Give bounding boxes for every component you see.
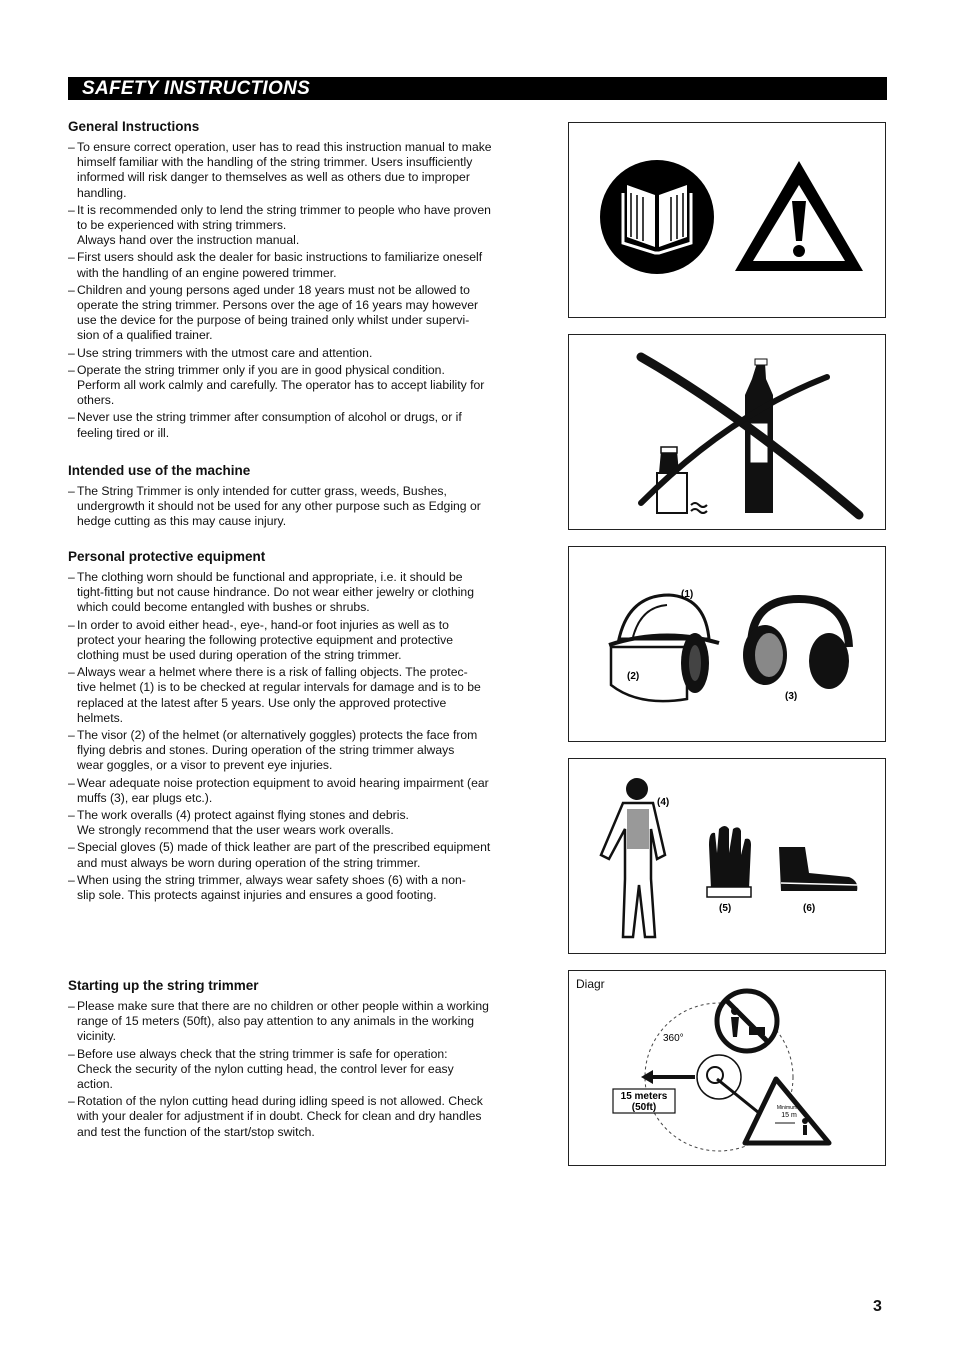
list-item-line: wear goggles, or a visor to prevent eye injuries. (77, 758, 333, 773)
list-item-line: hedge cutting as this may cause injury. (77, 514, 287, 529)
list-item-line: undergrowth it should not be used for any other purpose such as Edging or (77, 499, 481, 514)
list-item-line: Perform all work calmly and carefully. The operator has to accept liability for (77, 378, 485, 393)
list-item-line: range of 15 meters (50ft), also pay attention to any animals in the working (77, 1014, 474, 1029)
angle-label: 360° (663, 1033, 684, 1044)
helmet-icon (609, 589, 719, 701)
book-icon (600, 160, 714, 274)
list-item-line: – In order to avoid either head-, eye-, hand-or foot injuries as well as to (77, 617, 449, 632)
list-item (68, 728, 528, 774)
minimum-label: Minimum (776, 1105, 798, 1111)
section-heading: Personal protective equipment (68, 549, 266, 564)
minimum-value: 15 m (781, 1112, 797, 1119)
list-item-line: – The String Trimmer is only intended for cutter grass, weeds, Bushes, (77, 484, 447, 498)
list-item (68, 363, 528, 409)
list-item-line: – The work overalls (4) protect against flying stones and debris. (77, 808, 409, 823)
list-item-line: – When using the string trimmer, always wear safety shoes (6) with a non- (77, 872, 466, 887)
list-item-line: to be experienced with string trimmers. (77, 218, 287, 233)
distance-label-meters: 15 meters (620, 1091, 668, 1102)
list-item-line: vicinity. (77, 1029, 117, 1044)
list-item-line: – The visor (2) of the helmet (or alternatively goggles) protects the face from (77, 728, 478, 743)
list-item-line: himself familiar with the handling of the string trimmer. Users insufficiently (77, 155, 473, 170)
list-item (68, 570, 528, 616)
list-item (68, 250, 528, 280)
list-item-line: – The clothing worn should be functional and appropriate, i.e. it should be (77, 570, 463, 584)
list-item (68, 283, 528, 344)
warning-triangle-icon (735, 161, 863, 271)
glove-icon (707, 826, 751, 914)
list-item (68, 203, 528, 249)
list-item (68, 1094, 528, 1140)
bullet-list (68, 570, 528, 903)
label-overalls: (4) (657, 797, 670, 808)
list-item-line: with your dealer for adjustment if in doubt. Check for clean and dry handles (77, 1109, 482, 1124)
list-item-line: and test the function of the start/stop switch. (77, 1124, 315, 1139)
list-item-line: flying debris and stones. During operation of the string trimmer always (77, 743, 455, 758)
list-item-line: feeling tired or ill. (77, 425, 170, 440)
list-item-line: Always hand over the instruction manual. (77, 233, 300, 248)
page-title: SAFETY INSTRUCTIONS (82, 78, 311, 99)
list-item-line: – Wear adequate noise protection equipment to avoid hearing impairment (ear (77, 775, 489, 790)
list-item (68, 346, 528, 361)
bullet-list (68, 999, 528, 1140)
label-visor: (2) (627, 671, 640, 682)
no-alcohol-icon (641, 357, 859, 515)
list-item-line: operate the string trimmer. Persons over the age of 16 years may however (77, 298, 479, 313)
list-item-line: with the handling of an engine powered trimmer. (77, 265, 337, 280)
list-item (68, 873, 528, 903)
section-intended-use (68, 463, 528, 532)
list-item-line: tight-fitting but not cause hindrance. Do not wear either jewelry or clothing (77, 585, 474, 600)
list-item (68, 776, 528, 806)
figure-safety-distance (568, 970, 886, 1166)
list-item (68, 484, 528, 530)
list-item-line: and must always be worn during operation of the string trimmer. (77, 855, 421, 870)
list-item-line: – Operate the string trimmer only if you are in good physical condition. (77, 362, 445, 377)
list-item-line: use the device for the purpose of being trained only whilst under supervi- (77, 313, 470, 328)
list-item-line: protect your hearing the following protective equipment and protective (77, 632, 454, 647)
list-item-line: – Children and young persons aged under 18 years must not be allowed to (77, 282, 470, 297)
no-people-icon (717, 991, 777, 1051)
bullet-list (68, 484, 528, 530)
list-item (68, 665, 528, 726)
list-item-line: – Never use the string trimmer after consumption of alcohol or drugs, or if (77, 410, 462, 425)
list-item-line: tive helmet (1) is to be checked at regular intervals for damage and is to be (77, 680, 481, 695)
list-item-line: We strongly recommend that the user wears work overalls. (77, 823, 394, 838)
label-earmuffs: (3) (785, 691, 798, 702)
list-item-line: – To ensure correct operation, user has to read this instruction manual to make (77, 140, 492, 154)
section-starting-up (68, 978, 528, 1142)
section-heading: Intended use of the machine (68, 463, 251, 478)
list-item-line: helmets. (77, 710, 124, 725)
figure-read-manual (568, 122, 886, 318)
list-item-line: which could become entangled with bushes or shrubs. (77, 600, 370, 615)
list-item (68, 410, 528, 440)
list-item (68, 999, 528, 1045)
figure-helmet-earmuffs (568, 546, 886, 742)
list-item-line: – Please make sure that there are no children or other people within a working (77, 999, 489, 1013)
list-item-line: – Rotation of the nylon cutting head during idling speed is not allowed. Check (77, 1094, 483, 1109)
list-item (68, 808, 528, 838)
section-general (68, 119, 528, 443)
bullet-list (68, 140, 528, 441)
list-item (68, 1047, 528, 1093)
list-item-line: – Use string trimmers with the utmost care and attention. (77, 345, 373, 360)
label-helmet: (1) (681, 589, 694, 600)
list-item-line: – Always wear a helmet where there is a risk of falling objects. The protec- (77, 665, 468, 680)
list-item-line: informed will risk danger to themselves as well as others due to improper (77, 170, 470, 185)
list-item-line: others. (77, 393, 115, 408)
figure-clothing (568, 758, 886, 954)
boot-icon (779, 847, 857, 914)
list-item-line: – It is recommended only to lend the string trimmer to people who have proven (77, 202, 491, 217)
list-item-line: action. (77, 1077, 113, 1092)
list-item-line: sion of a qualified trainer. (77, 328, 213, 343)
list-item-line: – Before use always check that the string trimmer is safe for operation: (77, 1046, 448, 1061)
distance-label-feet: (50ft) (631, 1102, 657, 1113)
list-item-line: Check the security of the nylon cutting head, the control lever for easy (77, 1061, 454, 1076)
overalls-icon (601, 778, 669, 937)
section-heading: Starting up the string trimmer (68, 978, 259, 993)
section-heading: General Instructions (68, 119, 200, 134)
section-banner (68, 77, 887, 100)
list-item-line: slip sole. This protects against injuries and ensures a good footing. (77, 888, 437, 903)
list-item-line: – Special gloves (5) made of thick leather are part of the prescribed equipment (77, 840, 491, 855)
diagram-label: Diagr (576, 977, 605, 991)
section-ppe (68, 549, 528, 905)
page-number: 3 (873, 1298, 882, 1315)
list-item-line: handling. (77, 185, 127, 200)
earmuffs-icon (743, 599, 849, 702)
list-item-line: – First users should ask the dealer for basic instructions to familiarize oneself (77, 250, 483, 265)
list-item (68, 140, 528, 201)
list-item (68, 618, 528, 664)
label-shoes: (6) (803, 903, 816, 914)
list-item (68, 840, 528, 870)
label-gloves: (5) (719, 903, 732, 914)
figure-no-alcohol (568, 334, 886, 530)
list-item-line: muffs (3), ear plugs etc.). (77, 790, 213, 805)
list-item-line: replaced at the latest after 5 years. Use only the approved protective (77, 695, 447, 710)
list-item-line: clothing must be used during operation of the string trimmer. (77, 648, 402, 663)
